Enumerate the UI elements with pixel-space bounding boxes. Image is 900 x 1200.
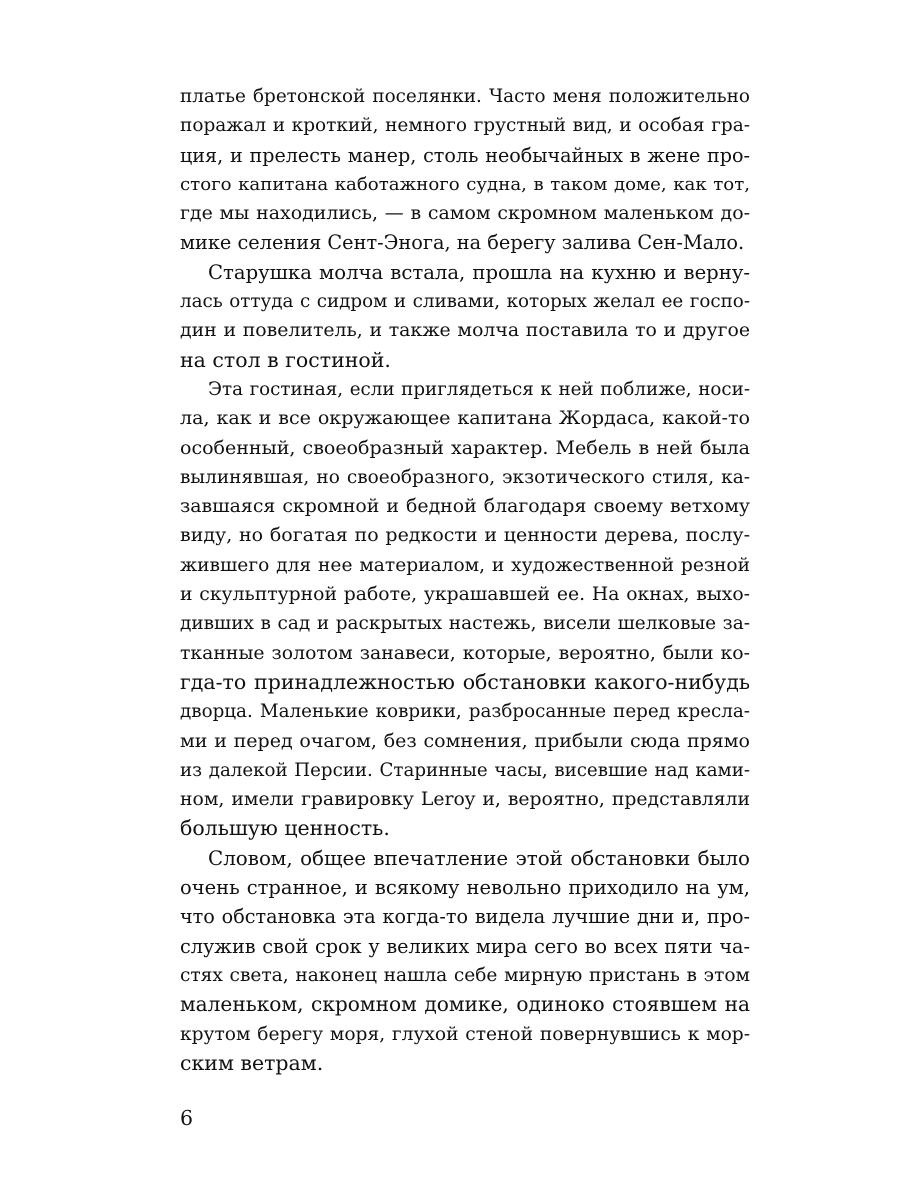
text-line: Эта гостиная, если приглядеться к ней поближе, носи-	[208, 378, 750, 400]
text-line: маленьком, скромном домике, одиноко стоявшем на	[180, 992, 750, 1017]
text-line: вылинявшая, но своеобразного, экзотического стиля, ка-	[180, 466, 750, 488]
page-number: 6	[180, 1106, 194, 1130]
text-line: на стол в гостиной.	[180, 347, 391, 372]
text-line: где мы находились, — в самом скромном маленьком до-	[180, 202, 750, 225]
text-line: особенный, своеобразный характер. Мебель в ней была	[180, 436, 750, 459]
text-line: виду, но богатая по редкости и ценности дерева, послу-	[180, 524, 750, 547]
paragraph-3	[180, 375, 750, 844]
text-line: мике селения Сент-Эногa, на берегу залива Сен-Мало.	[180, 231, 745, 255]
text-line: гда-то принадлежностью обстановки какого-нибудь	[180, 669, 750, 694]
paragraph-1	[180, 82, 750, 258]
body-text	[180, 82, 750, 1078]
text-line: дивших в сад и раскрытых настежь, висели шелковые за-	[180, 613, 750, 635]
text-line: лась оттуда с сидром и сливами, которых желал ее госпо-	[180, 291, 750, 313]
text-line: ми и перед очагом, без сомнения, прибыли сюда прямо	[180, 729, 750, 752]
paragraph-4	[180, 844, 750, 1078]
text-line: ном, имели гравировку Leroy и, вероятно, представляли	[180, 789, 750, 811]
text-line: из далекой Персии. Старинные часы, висевшие над ками-	[180, 759, 750, 781]
text-line: крутом берегу моря, глухой стеной повернувшись к мор-	[180, 1023, 750, 1045]
text-line: и скульптурной работе, украшавшей ее. На окнах, выхо-	[180, 584, 750, 606]
text-line: что обстановка эта когда-то видела лучшие дни и, про-	[180, 905, 750, 929]
text-line: платье бретонской поселянки. Часто меня положительно	[180, 86, 750, 107]
text-line: служив свой срок у великих мира сего во всех пяти ча-	[180, 934, 750, 958]
text-line: дин и повелитель, и также молча поставила то и другое	[180, 319, 750, 342]
text-line: большую ценность.	[180, 816, 390, 841]
text-line: стого капитана каботажного судна, в таком доме, как тот,	[180, 173, 750, 195]
text-line: жившего для нее материалом, и художественной резной	[180, 554, 750, 576]
paragraph-2	[180, 258, 750, 375]
text-line: ция, и прелесть манер, столь необычайных в жене про-	[180, 143, 750, 167]
text-line: поражал и кроткий, немного грустный вид, и особая гра-	[180, 115, 750, 137]
text-line: дворца. Маленькие коврики, разбросанные перед кресла-	[180, 701, 750, 723]
text-line: стях света, наконец нашла себе мирную пристань в этом	[180, 964, 750, 986]
text-line: ским ветрам.	[180, 1050, 324, 1075]
text-line: тканные золотом занавеси, которые, вероятно, были ко-	[180, 642, 750, 664]
text-line: очень странное, и всякому невольно приходило на ум,	[180, 876, 750, 900]
text-line: ла, как и все окружающее капитана Жордаса, какой-то	[180, 407, 750, 430]
text-line: завшаяся скромной и бедной благодаря своему ветхому	[180, 495, 750, 518]
text-line: Старушка молча встала, прошла на кухню и верну-	[208, 260, 750, 284]
text-line: Словом, общее впечатление этой обстановки было	[208, 846, 750, 870]
